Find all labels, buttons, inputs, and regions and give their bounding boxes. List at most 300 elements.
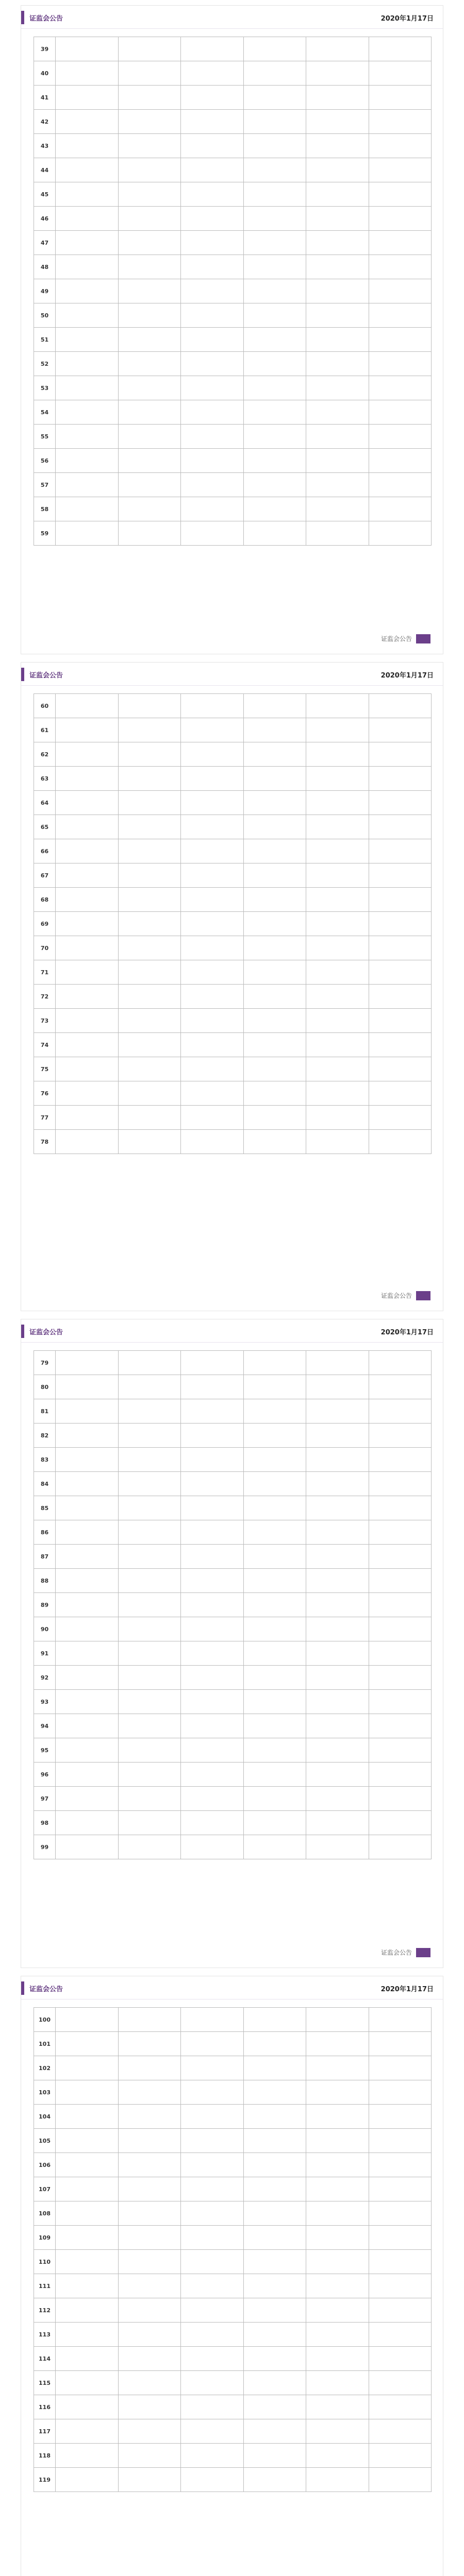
date-cell [306,61,369,86]
status-cell [369,1835,432,1859]
date-cell [306,182,369,207]
date-cell [306,1009,369,1033]
jurisdiction-cell [243,2153,306,2177]
auditor-cell [181,1130,244,1154]
date-cell [306,425,369,449]
institution-name-cell [56,1057,119,1081]
status-cell [369,2468,432,2492]
listed-company-cell [118,400,181,425]
institution-name-cell [56,1811,119,1835]
status-cell [369,1496,432,1520]
jurisdiction-cell [243,1545,306,1569]
institution-name-cell [56,231,119,255]
row-number: 88 [34,1569,56,1593]
date-cell [306,1545,369,1569]
auditor-cell [181,2395,244,2419]
jurisdiction-cell [243,2444,306,2468]
listed-company-cell [118,1690,181,1714]
table-row [34,2468,432,2492]
auditor-cell [181,449,244,473]
auditor-cell [181,1593,244,1617]
institution-name-cell [56,2468,119,2492]
listed-company-cell [118,742,181,767]
row-number: 109 [34,2226,56,2250]
auditor-cell [181,1496,244,1520]
auditor-cell [181,86,244,110]
table-row [34,2201,432,2226]
document-page [21,662,443,1311]
status-cell [369,449,432,473]
date-cell [306,2444,369,2468]
status-cell [369,1617,432,1641]
jurisdiction-cell [243,110,306,134]
date-cell [306,888,369,912]
jurisdiction-cell [243,303,306,328]
institution-name-cell [56,2250,119,2274]
page-footer [381,1947,430,1958]
row-number: 111 [34,2274,56,2298]
date-cell [306,1130,369,1154]
row-number: 61 [34,718,56,742]
institution-name-cell [56,207,119,231]
date-cell [306,2274,369,2298]
header-accent-bar [21,1325,24,1338]
jurisdiction-cell [243,694,306,718]
table-row [34,1130,432,1154]
auditor-cell [181,2250,244,2274]
status-cell [369,718,432,742]
jurisdiction-cell [243,425,306,449]
listed-company-cell [118,255,181,279]
institution-name-cell [56,449,119,473]
table-row [34,1351,432,1375]
table-row [34,2226,432,2250]
table-row [34,2080,432,2105]
listed-company-cell [118,1738,181,1762]
date-cell [306,1811,369,1835]
status-cell [369,1448,432,1472]
status-cell [369,1593,432,1617]
jurisdiction-cell [243,767,306,791]
jurisdiction-cell [243,2105,306,2129]
row-number: 57 [34,473,56,497]
jurisdiction-cell [243,1738,306,1762]
auditor-cell [181,2298,244,2323]
institution-name-cell [56,2371,119,2395]
table-row [34,37,432,61]
institution-name-cell [56,912,119,936]
row-number: 114 [34,2347,56,2371]
table-row [34,110,432,134]
page-header [21,1319,443,1343]
row-number: 113 [34,2323,56,2347]
date-cell [306,815,369,839]
row-number: 44 [34,158,56,182]
auditor-cell [181,1033,244,1057]
status-cell [369,1399,432,1423]
auditor-cell [181,1569,244,1593]
date-cell [306,1641,369,1666]
listed-company-cell [118,2371,181,2395]
table-row [34,936,432,960]
institution-name-cell [56,1130,119,1154]
page-footer [381,1290,430,1301]
auditor-cell [181,1081,244,1106]
jurisdiction-cell [243,936,306,960]
auditor-cell [181,158,244,182]
status-cell [369,863,432,888]
date-cell [306,2347,369,2371]
date-cell [306,1106,369,1130]
listed-company-cell [118,2105,181,2129]
institution-name-cell [56,2298,119,2323]
row-number: 64 [34,791,56,815]
date-cell [306,1714,369,1738]
status-cell [369,2274,432,2298]
row-number: 93 [34,1690,56,1714]
jurisdiction-cell [243,400,306,425]
table-row [34,134,432,158]
institution-name-cell [56,1472,119,1496]
date-cell [306,1351,369,1375]
row-number: 79 [34,1351,56,1375]
status-cell [369,985,432,1009]
institution-name-cell [56,400,119,425]
table-row [34,449,432,473]
row-number: 67 [34,863,56,888]
jurisdiction-cell [243,1569,306,1593]
table-row [34,207,432,231]
auditor-cell [181,37,244,61]
listed-company-cell [118,960,181,985]
date-cell [306,303,369,328]
header-accent-bar [21,1981,24,1995]
auditor-cell [181,497,244,521]
table-row [34,742,432,767]
date-cell [306,2201,369,2226]
status-cell [369,473,432,497]
listed-company-cell [118,1081,181,1106]
jurisdiction-cell [243,1690,306,1714]
jurisdiction-cell [243,37,306,61]
date-cell [306,158,369,182]
jurisdiction-cell [243,134,306,158]
auditor-cell [181,61,244,86]
institution-name-cell [56,2201,119,2226]
auditor-cell [181,1351,244,1375]
listed-company-cell [118,767,181,791]
jurisdiction-cell [243,1472,306,1496]
status-cell [369,158,432,182]
status-cell [369,425,432,449]
row-number: 54 [34,400,56,425]
auditor-cell [181,1690,244,1714]
table-row [34,960,432,985]
status-cell [369,2444,432,2468]
status-cell [369,1057,432,1081]
listed-company-cell [118,1375,181,1399]
listed-company-cell [118,1423,181,1448]
auditor-cell [181,134,244,158]
table-row [34,1472,432,1496]
date-cell [306,1033,369,1057]
status-cell [369,694,432,718]
listed-company-cell [118,37,181,61]
table-row [34,2177,432,2201]
date-cell [306,960,369,985]
table-row [34,2298,432,2323]
date-cell [306,255,369,279]
institution-name-cell [56,1666,119,1690]
date-cell [306,1835,369,1859]
table-row [34,2105,432,2129]
table-row [34,2032,432,2056]
auditor-cell [181,1641,244,1666]
listed-company-cell [118,2298,181,2323]
jurisdiction-cell [243,352,306,376]
date-cell [306,2080,369,2105]
auditor-cell [181,1738,244,1762]
table-row [34,2056,432,2080]
row-number: 47 [34,231,56,255]
row-number: 42 [34,110,56,134]
table-row [34,694,432,718]
jurisdiction-cell [243,2371,306,2395]
status-cell [369,2395,432,2419]
listed-company-cell [118,1448,181,1472]
date-cell [306,2250,369,2274]
row-number: 87 [34,1545,56,1569]
date-cell [306,2323,369,2347]
row-number: 101 [34,2032,56,2056]
jurisdiction-cell [243,2419,306,2444]
listed-company-cell [118,425,181,449]
listed-company-cell [118,521,181,546]
jurisdiction-cell [243,2298,306,2323]
listed-company-cell [118,912,181,936]
jurisdiction-cell [243,1351,306,1375]
row-number: 77 [34,1106,56,1130]
date-cell [306,2153,369,2177]
auditor-cell [181,2274,244,2298]
row-number: 99 [34,1835,56,1859]
date-cell [306,1762,369,1787]
status-cell [369,2419,432,2444]
row-number: 94 [34,1714,56,1738]
auditor-cell [181,2032,244,2056]
status-cell [369,2129,432,2153]
jurisdiction-cell [243,182,306,207]
jurisdiction-cell [243,1448,306,1472]
listed-company-cell [118,1033,181,1057]
listed-company-cell [118,110,181,134]
auditor-cell [181,767,244,791]
document-page [21,5,443,654]
status-cell [369,303,432,328]
table-row [34,303,432,328]
auditor-cell [181,207,244,231]
row-number: 52 [34,352,56,376]
status-cell [369,134,432,158]
auditor-cell [181,1375,244,1399]
date-cell [306,839,369,863]
listed-company-cell [118,694,181,718]
row-number: 62 [34,742,56,767]
row-number: 89 [34,1593,56,1617]
auditor-cell [181,1714,244,1738]
row-number: 91 [34,1641,56,1666]
date-cell [306,2419,369,2444]
institution-name-cell [56,1738,119,1762]
jurisdiction-cell [243,2274,306,2298]
page-header [21,1976,443,1999]
date-cell [306,2226,369,2250]
table-row [34,61,432,86]
row-number: 39 [34,37,56,61]
date-cell [306,2008,369,2032]
jurisdiction-cell [243,61,306,86]
institution-name-cell [56,1545,119,1569]
row-number: 75 [34,1057,56,1081]
jurisdiction-cell [243,1081,306,1106]
institution-name-cell [56,2444,119,2468]
listed-company-cell [118,985,181,1009]
date-cell [306,1448,369,1472]
row-number: 56 [34,449,56,473]
auditor-cell [181,960,244,985]
jurisdiction-cell [243,1787,306,1811]
row-number: 80 [34,1375,56,1399]
jurisdiction-cell [243,1496,306,1520]
status-cell [369,1375,432,1399]
status-cell [369,1666,432,1690]
status-cell [369,86,432,110]
auditor-cell [181,791,244,815]
listed-company-cell [118,1835,181,1859]
jurisdiction-cell [243,718,306,742]
table-row [34,182,432,207]
jurisdiction-cell [243,1811,306,1835]
row-number: 73 [34,1009,56,1033]
listed-company-cell [118,1593,181,1617]
listed-company-cell [118,1787,181,1811]
institution-name-cell [56,2395,119,2419]
listed-company-cell [118,1351,181,1375]
listed-company-cell [118,815,181,839]
date-cell [306,2129,369,2153]
auditor-cell [181,815,244,839]
table-row [34,791,432,815]
status-cell [369,742,432,767]
status-cell [369,1033,432,1057]
institution-name-cell [56,1009,119,1033]
jurisdiction-cell [243,86,306,110]
date-cell [306,328,369,352]
listed-company-cell [118,1106,181,1130]
institution-name-cell [56,376,119,400]
jurisdiction-cell [243,231,306,255]
jurisdiction-cell [243,960,306,985]
listed-company-cell [118,2201,181,2226]
page-footer [381,633,430,645]
row-number: 97 [34,1787,56,1811]
status-cell [369,1520,432,1545]
jurisdiction-cell [243,1593,306,1617]
header-date: 2020年1月17日 [380,1986,434,1993]
jurisdiction-cell [243,2201,306,2226]
auditor-cell [181,182,244,207]
listed-company-cell [118,2347,181,2371]
institution-name-cell [56,1033,119,1057]
status-cell [369,400,432,425]
table-row [34,2419,432,2444]
auditor-cell [181,2347,244,2371]
page-number-badge [416,1948,430,1957]
listed-company-cell [118,718,181,742]
jurisdiction-cell [243,158,306,182]
status-cell [369,2153,432,2177]
listed-company-cell [118,839,181,863]
status-cell [369,61,432,86]
auditor-cell [181,2226,244,2250]
status-cell [369,231,432,255]
table-row [34,1811,432,1835]
row-number: 78 [34,1130,56,1154]
status-cell [369,2347,432,2371]
status-cell [369,1545,432,1569]
institution-name-cell [56,985,119,1009]
institution-name-cell [56,1351,119,1375]
jurisdiction-cell [243,1617,306,1641]
status-cell [369,2177,432,2201]
table-row [34,1033,432,1057]
listed-company-cell [118,279,181,303]
status-cell [369,2201,432,2226]
jurisdiction-cell [243,2177,306,2201]
status-cell [369,1738,432,1762]
row-number: 90 [34,1617,56,1641]
status-cell [369,767,432,791]
row-number: 112 [34,2298,56,2323]
table-row [34,888,432,912]
document-page [21,1319,443,1968]
institution-name-cell [56,742,119,767]
institution-list-table [34,1350,432,1859]
row-number: 63 [34,767,56,791]
institution-name-cell [56,2177,119,2201]
jurisdiction-cell [243,2056,306,2080]
jurisdiction-cell [243,207,306,231]
jurisdiction-cell [243,1057,306,1081]
listed-company-cell [118,2032,181,2056]
jurisdiction-cell [243,328,306,352]
listed-company-cell [118,2080,181,2105]
date-cell [306,1617,369,1641]
status-cell [369,2371,432,2395]
auditor-cell [181,1787,244,1811]
status-cell [369,1569,432,1593]
auditor-cell [181,718,244,742]
jurisdiction-cell [243,2032,306,2056]
row-number: 105 [34,2129,56,2153]
row-number: 103 [34,2080,56,2105]
row-number: 53 [34,376,56,400]
jurisdiction-cell [243,376,306,400]
page-header [21,6,443,29]
date-cell [306,86,369,110]
date-cell [306,1496,369,1520]
listed-company-cell [118,158,181,182]
